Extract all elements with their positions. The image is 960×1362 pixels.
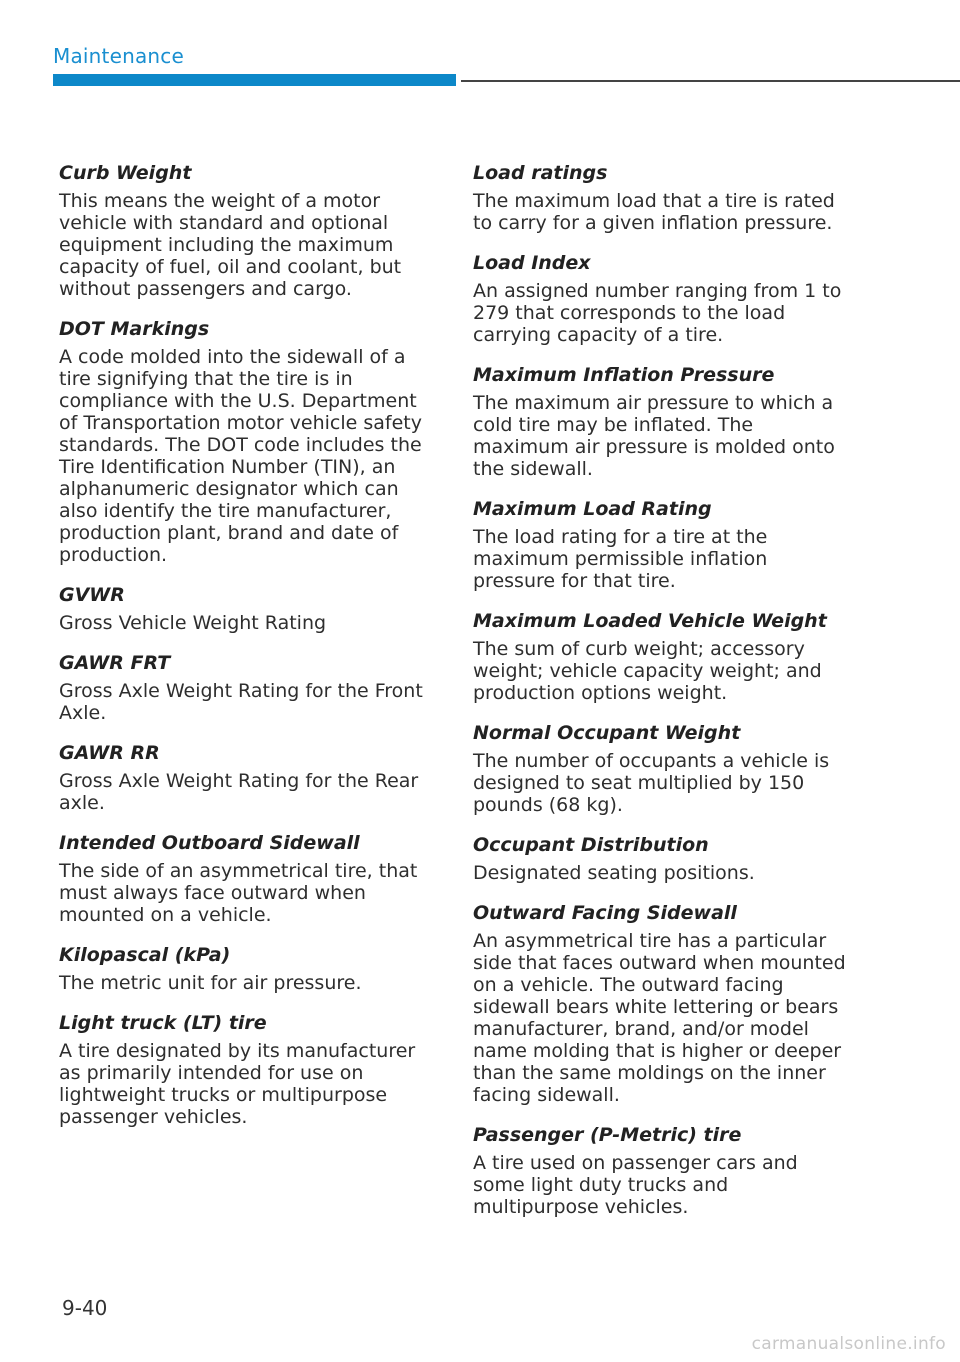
glossary-definition: The sum of curb weight; accessory weight; vehicle capacity weight; and production options weight. (473, 638, 822, 704)
header-accent-bar (53, 74, 456, 86)
glossary-term: Intended Outboard Sidewall (59, 832, 360, 854)
glossary-term: GVWR (59, 584, 125, 606)
glossary-entry (473, 1120, 853, 1218)
header-divider (461, 80, 960, 82)
glossary-term: Maximum Inflation Pressure (473, 364, 775, 386)
glossary-entry (59, 940, 439, 994)
glossary-term: Maximum Load Rating (473, 498, 712, 520)
glossary-definition: The metric unit for air pressure. (59, 972, 362, 994)
section-title: Maintenance (53, 44, 184, 68)
glossary-entry (473, 494, 853, 592)
glossary-definition: A code molded into the sidewall of a tire signifying that the tire is in compliance with the U.S. Department of Transportation motor vehicle safety standards. The DOT code includes the Tire Identification Number (TIN), an alphanumeric designator which can also identify the tire manufacturer, production plant, brand and date of production. (59, 346, 422, 566)
glossary-term: Curb Weight (59, 162, 192, 184)
glossary-definition: The number of occupants a vehicle is designed to seat multiplied by 150 pounds (68 kg). (473, 750, 830, 816)
glossary-definition: Gross Axle Weight Rating for the Rear axle. (59, 770, 419, 814)
glossary-term: GAWR RR (59, 742, 160, 764)
glossary-term: Load Index (473, 252, 591, 274)
glossary-term: Occupant Distribution (473, 834, 709, 856)
left-column (59, 158, 439, 1142)
glossary-entry (473, 158, 853, 234)
glossary-definition: An assigned number ranging from 1 to 279 that corresponds to the load carrying capacity of a tire. (473, 280, 842, 346)
glossary-term: Kilopascal (kPa) (59, 944, 231, 966)
glossary-term: Outward Facing Sidewall (473, 902, 737, 924)
glossary-term: Light truck (LT) tire (59, 1012, 267, 1034)
glossary-definition: The maximum air pressure to which a cold tire may be inflated. The maximum air pressure is molded onto the sidewall. (473, 392, 835, 480)
watermark: carmanualsonline.info (751, 1334, 946, 1354)
glossary-entry (473, 718, 853, 816)
glossary-entry (473, 606, 853, 704)
glossary-definition: An asymmetrical tire has a particular side that faces outward when mounted on a vehicle. The outward facing sidewall bears white lettering or bears manufacturer, brand, and/or model name molding that is higher or deeper than the same moldings on the inner facing sidewall. (473, 930, 846, 1106)
glossary-entry (59, 314, 439, 566)
glossary-entry (59, 828, 439, 926)
glossary-entry (59, 738, 439, 814)
glossary-entry (473, 830, 853, 884)
glossary-definition: This means the weight of a motor vehicle with standard and optional equipment including the maximum capacity of fuel, oil and coolant, but without passengers and cargo. (59, 190, 402, 300)
glossary-term: GAWR FRT (59, 652, 171, 674)
glossary-definition: A tire used on passenger cars and some light duty trucks and multipurpose vehicles. (473, 1152, 798, 1218)
glossary-definition: Designated seating positions. (473, 862, 755, 884)
glossary-term: Maximum Loaded Vehicle Weight (473, 610, 827, 632)
glossary-definition: The maximum load that a tire is rated to carry for a given inflation pressure. (473, 190, 835, 234)
glossary-entry (59, 1008, 439, 1128)
glossary-entry (59, 648, 439, 724)
glossary-entry (473, 248, 853, 346)
glossary-term: Load ratings (473, 162, 608, 184)
glossary-definition: Gross Axle Weight Rating for the Front Axle. (59, 680, 423, 724)
page-number: 9-40 (62, 1296, 108, 1320)
glossary-entry (59, 580, 439, 634)
glossary-definition: Gross Vehicle Weight Rating (59, 612, 327, 634)
right-column (473, 158, 853, 1232)
glossary-term: Passenger (P-Metric) tire (473, 1124, 742, 1146)
glossary-term: DOT Markings (59, 318, 210, 340)
glossary-definition: A tire designated by its manufacturer as primarily intended for use on lightweight trucks or multipurpose passenger vehicles. (59, 1040, 416, 1128)
glossary-definition: The side of an asymmetrical tire, that must always face outward when mounted on a vehicle. (59, 860, 418, 926)
glossary-definition: The load rating for a tire at the maximum permissible inflation pressure for that tire. (473, 526, 768, 592)
glossary-entry (59, 158, 439, 300)
glossary-entry (473, 898, 853, 1106)
glossary-term: Normal Occupant Weight (473, 722, 741, 744)
glossary-entry (473, 360, 853, 480)
